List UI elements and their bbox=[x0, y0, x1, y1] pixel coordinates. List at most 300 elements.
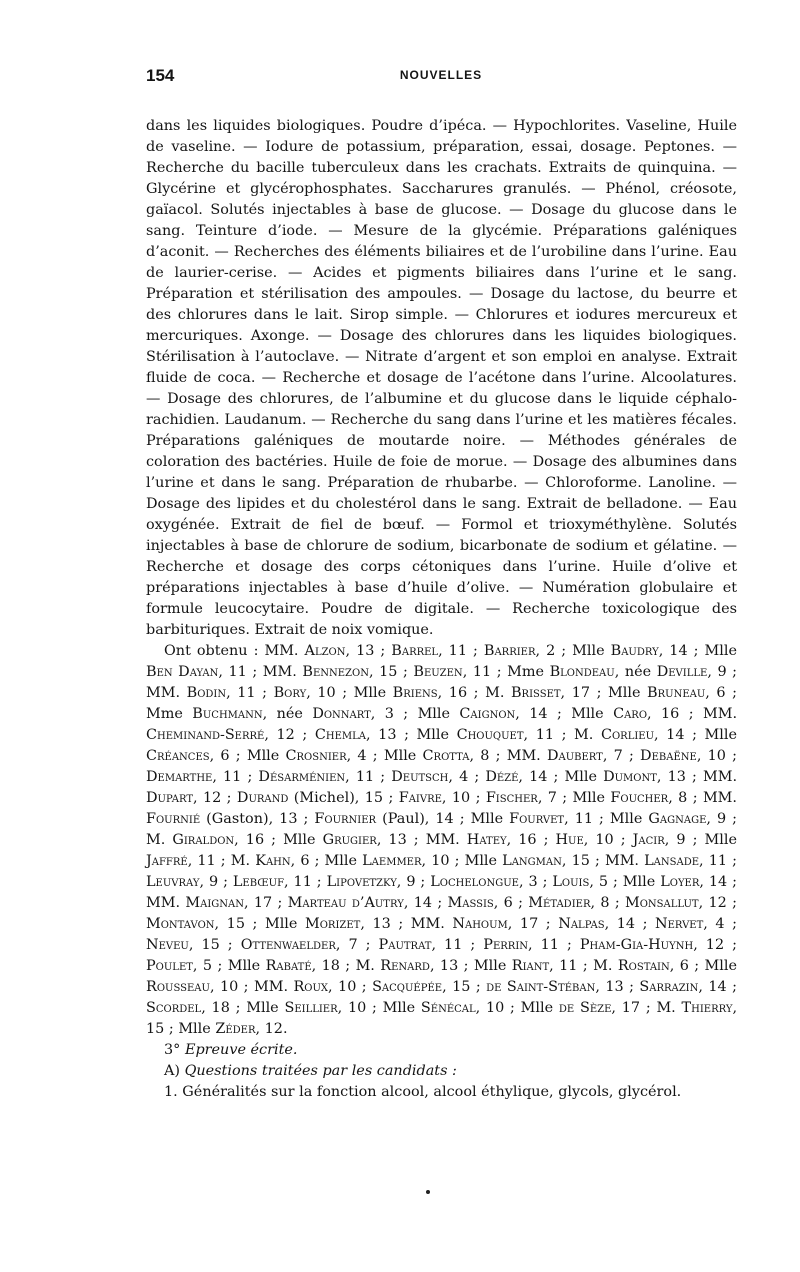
result-score: , 4 ; bbox=[346, 748, 384, 764]
result-prefix: MM. bbox=[506, 748, 547, 764]
result-score: (Gaston), 13 ; bbox=[200, 811, 315, 827]
result-entry bbox=[565, 769, 703, 785]
result-name: Lansade bbox=[644, 853, 700, 869]
result-score: , 4 ; bbox=[448, 769, 486, 785]
subsection-title: Questions traitées par les candidats : bbox=[184, 1063, 457, 1079]
result-name: Kahn bbox=[255, 853, 291, 869]
result-entry bbox=[655, 916, 737, 932]
result-prefix: Mlle bbox=[704, 643, 737, 659]
result-name: Thierry bbox=[681, 1000, 733, 1016]
result-entry bbox=[146, 937, 241, 953]
result-entry bbox=[574, 727, 704, 743]
result-name: Chouquet bbox=[456, 727, 524, 743]
result-score: , 11 ; bbox=[345, 769, 392, 785]
result-score: , 6 ; bbox=[705, 685, 737, 701]
result-score: , 8 ; bbox=[590, 895, 625, 911]
subsection-heading bbox=[146, 1061, 737, 1082]
result-prefix: M. bbox=[146, 832, 173, 848]
result-name: Crosnier bbox=[285, 748, 347, 764]
result-score: , 11 ; bbox=[438, 643, 484, 659]
result-prefix: Mlle bbox=[324, 853, 363, 869]
result-name: Cheminand-Serré bbox=[146, 727, 265, 743]
section-title: Epreuve écrite. bbox=[184, 1042, 298, 1058]
result-entry bbox=[391, 769, 485, 785]
result-score: , 11 ; bbox=[564, 811, 610, 827]
result-score: , 11 ; bbox=[284, 874, 327, 890]
result-score: , 17 ; bbox=[507, 916, 559, 932]
result-name: Riant bbox=[511, 958, 550, 974]
result-prefix: Mlle bbox=[246, 1000, 285, 1016]
result-entry bbox=[384, 748, 507, 764]
result-name: Buchmann bbox=[192, 706, 263, 722]
result-prefix: M. bbox=[593, 958, 618, 974]
result-score: , 6 ; bbox=[209, 748, 247, 764]
result-name: Faivre bbox=[398, 790, 442, 806]
result-name: Jaffré bbox=[146, 853, 188, 869]
result-score: , 15 ; bbox=[561, 853, 605, 869]
result-name: Dupart bbox=[146, 790, 194, 806]
result-entry bbox=[593, 958, 704, 974]
result-entry bbox=[571, 706, 703, 722]
result-entry bbox=[399, 790, 486, 806]
result-name: Durand bbox=[236, 790, 289, 806]
result-entry bbox=[572, 643, 704, 659]
result-entry bbox=[391, 643, 484, 659]
result-score: , 15 ; bbox=[146, 1000, 738, 1037]
result-score: , 10 ; bbox=[475, 1000, 521, 1016]
result-entry bbox=[254, 979, 372, 995]
result-prefix: MM. bbox=[253, 979, 294, 995]
result-score: , 9 ; bbox=[664, 832, 705, 848]
result-score: , 12 ; bbox=[698, 895, 737, 911]
result-entry bbox=[447, 895, 528, 911]
result-entry bbox=[237, 790, 399, 806]
result-entry bbox=[465, 853, 605, 869]
result-score: , 18 ; bbox=[311, 958, 356, 974]
result-prefix: Mlle bbox=[227, 958, 266, 974]
result-score: , 11 ; bbox=[549, 958, 594, 974]
result-score: , 7 ; bbox=[537, 790, 573, 806]
result-name: Deville bbox=[656, 664, 708, 680]
result-score: , 13 ; bbox=[376, 832, 426, 848]
result-score: , 10 ; bbox=[337, 1000, 383, 1016]
result-name: Montavon bbox=[146, 916, 215, 932]
result-score: , 10 ; bbox=[209, 979, 254, 995]
result-prefix: MM. bbox=[425, 832, 467, 848]
result-entry bbox=[354, 685, 485, 701]
result-name: Deutsch bbox=[391, 769, 449, 785]
result-score: , 14 ; bbox=[604, 916, 656, 932]
result-score: , 15 ; bbox=[188, 937, 241, 953]
result-name: Jacir bbox=[632, 832, 665, 848]
result-name: Neveu bbox=[146, 937, 189, 953]
result-entry bbox=[233, 874, 327, 890]
result-entry bbox=[623, 874, 737, 890]
result-prefix: Mlle bbox=[416, 727, 457, 743]
result-score: , 14 ; bbox=[403, 895, 448, 911]
result-name: Nervet bbox=[655, 916, 704, 932]
result-entry bbox=[372, 979, 486, 995]
result-score: , 7 ; bbox=[335, 937, 379, 953]
result-score: , 10 ; bbox=[583, 832, 633, 848]
result-name: Beuzen bbox=[413, 664, 463, 680]
result-entry bbox=[247, 748, 384, 764]
result-name: Dumont bbox=[603, 769, 657, 785]
result-entry bbox=[558, 916, 655, 932]
result-entry bbox=[246, 1000, 382, 1016]
result-score: (Paul), 14 ; bbox=[376, 811, 471, 827]
result-name: Nalpas bbox=[558, 916, 605, 932]
result-entry bbox=[639, 979, 737, 995]
stray-dot bbox=[426, 1190, 430, 1194]
result-name: Lebœuf bbox=[232, 874, 285, 890]
result-name: Pham-Gia-Huynh bbox=[579, 937, 694, 953]
result-name: Fournié bbox=[146, 811, 201, 827]
result-entry bbox=[413, 664, 507, 680]
result-prefix: Mlle bbox=[609, 811, 649, 827]
result-entry bbox=[483, 937, 580, 953]
result-entry bbox=[485, 769, 564, 785]
result-name: Rabaté bbox=[265, 958, 312, 974]
result-entry bbox=[484, 643, 572, 659]
result-entry bbox=[178, 1021, 287, 1037]
result-entry bbox=[231, 853, 325, 869]
result-entry bbox=[146, 895, 288, 911]
result-name: Fourvet bbox=[509, 811, 565, 827]
result-entry bbox=[241, 937, 379, 953]
result-name: Massis bbox=[447, 895, 494, 911]
result-name: Baudry bbox=[610, 643, 659, 659]
page-header bbox=[146, 66, 736, 90]
result-name: Gagnage bbox=[648, 811, 707, 827]
result-entry bbox=[146, 958, 228, 974]
result-prefix: MM. bbox=[702, 769, 738, 785]
result-name: Monsallut bbox=[625, 895, 699, 911]
result-prefix: M. bbox=[230, 853, 256, 869]
result-entry bbox=[356, 958, 474, 974]
result-entry bbox=[228, 958, 356, 974]
result-name: Barrel bbox=[391, 643, 439, 659]
result-prefix: MM. bbox=[604, 853, 645, 869]
result-entry bbox=[471, 811, 610, 827]
result-prefix: Mlle bbox=[704, 727, 737, 743]
result-name: Maignan bbox=[185, 895, 244, 911]
result-score: , 10 ; bbox=[696, 748, 737, 764]
result-name: Marteau d’Autry bbox=[287, 895, 404, 911]
result-score: , 5 ; bbox=[589, 874, 623, 890]
result-entry bbox=[146, 832, 283, 848]
result-entry bbox=[486, 979, 639, 995]
result-prefix: Mlle bbox=[564, 769, 604, 785]
result-name: Ben Dayan bbox=[146, 664, 219, 680]
result-score: , 10 ; bbox=[421, 853, 465, 869]
result-entry bbox=[146, 1000, 246, 1016]
result-name: de Sèze bbox=[558, 1000, 612, 1016]
result-prefix: Mlle bbox=[608, 685, 648, 701]
result-entry bbox=[299, 643, 392, 659]
result-entry bbox=[474, 958, 593, 974]
result-name: Nahoum bbox=[452, 916, 508, 932]
section-heading bbox=[146, 1040, 737, 1061]
result-score: , 14 ; bbox=[515, 706, 572, 722]
result-score: , 8 ; bbox=[469, 748, 507, 764]
result-score: , 14 ; bbox=[658, 643, 705, 659]
result-score: , 2 ; bbox=[535, 643, 573, 659]
result-prefix: MM. bbox=[410, 916, 453, 932]
result-prefix: Mlle bbox=[622, 874, 661, 890]
result-score: , 8 ; bbox=[668, 790, 703, 806]
result-name: Caro bbox=[613, 706, 648, 722]
result-score: , 18 ; bbox=[201, 1000, 247, 1016]
result-entry bbox=[146, 685, 274, 701]
result-prefix: Mlle bbox=[572, 643, 611, 659]
result-score: , 11 ; bbox=[187, 853, 231, 869]
subsection-letter: A) bbox=[164, 1063, 185, 1079]
result-score: , 7 ; bbox=[602, 748, 641, 764]
result-prefix: Mlle bbox=[464, 853, 503, 869]
result-name: Hue bbox=[555, 832, 584, 848]
result-name: Ottenwaelder bbox=[240, 937, 336, 953]
result-score: , 13 ; bbox=[345, 643, 392, 659]
result-entry bbox=[146, 874, 233, 890]
result-entry bbox=[146, 706, 312, 722]
result-name: Chemla bbox=[314, 727, 366, 743]
result-prefix: Mlle bbox=[353, 685, 393, 701]
result-score: , 14 ; bbox=[518, 769, 565, 785]
result-prefix: Mlle bbox=[571, 706, 614, 722]
result-name: Bennezon bbox=[302, 664, 369, 680]
result-score: , 9 ; bbox=[707, 664, 738, 680]
result-entry bbox=[426, 832, 556, 848]
result-entry bbox=[146, 916, 265, 932]
result-name: Pautrat bbox=[378, 937, 432, 953]
result-name: Corlieu bbox=[600, 727, 655, 743]
result-entry bbox=[605, 853, 737, 869]
result-prefix: Mlle bbox=[178, 1021, 216, 1037]
result-entry bbox=[315, 727, 417, 743]
result-score: , 11 ; bbox=[699, 853, 737, 869]
result-prefix: M. bbox=[485, 685, 511, 701]
result-entry bbox=[274, 685, 354, 701]
result-entry bbox=[573, 790, 703, 806]
result-score: , 16 ; bbox=[437, 685, 486, 701]
result-name: Blondeau bbox=[549, 664, 615, 680]
results-paragraph bbox=[146, 641, 737, 1040]
result-prefix: MM. bbox=[146, 895, 186, 911]
result-prefix: Mlle bbox=[704, 832, 737, 848]
result-entry bbox=[314, 811, 470, 827]
result-score: , 9 ; bbox=[396, 874, 431, 890]
result-score: , 11 ; bbox=[431, 937, 484, 953]
result-entry bbox=[625, 895, 737, 911]
result-name: Rousseau bbox=[146, 979, 210, 995]
result-name: Foucher bbox=[610, 790, 669, 806]
result-name: Giraldon bbox=[172, 832, 235, 848]
result-entry bbox=[485, 685, 608, 701]
result-entry bbox=[657, 664, 737, 680]
result-entry bbox=[608, 685, 737, 701]
result-name: Lipovetzky bbox=[326, 874, 397, 890]
result-score: , 12. bbox=[255, 1021, 288, 1037]
result-entry bbox=[417, 727, 575, 743]
result-score: , 6 ; bbox=[493, 895, 529, 911]
page-number: 154 bbox=[146, 66, 175, 85]
result-score: , 14 ; bbox=[699, 874, 737, 890]
result-prefix: Mlle bbox=[417, 706, 460, 722]
result-name: Alzon bbox=[304, 643, 346, 659]
result-name: Zéder bbox=[215, 1021, 256, 1037]
result-name: Bory bbox=[273, 685, 307, 701]
result-entry bbox=[418, 706, 572, 722]
result-entry bbox=[379, 937, 484, 953]
result-name: Barrier bbox=[483, 643, 536, 659]
result-score: , 16 ; bbox=[506, 832, 556, 848]
result-name: Brisset bbox=[510, 685, 561, 701]
result-entry bbox=[528, 895, 625, 911]
section-number: 3° bbox=[164, 1042, 185, 1058]
result-name: Daubert bbox=[546, 748, 603, 764]
result-score: , 10 ; bbox=[441, 790, 486, 806]
result-score: , 11 ; bbox=[528, 937, 580, 953]
result-prefix: Mlle bbox=[264, 916, 305, 932]
result-score: , 11 ; bbox=[523, 727, 575, 743]
result-name: Briens bbox=[392, 685, 438, 701]
result-entry bbox=[552, 874, 622, 890]
result-score: , 16 ; bbox=[647, 706, 703, 722]
result-name: Crotta bbox=[422, 748, 470, 764]
result-entry bbox=[430, 874, 552, 890]
result-name: Sarrazin bbox=[639, 979, 699, 995]
result-name: Leuvray bbox=[146, 874, 200, 890]
result-prefix: Mlle bbox=[383, 748, 423, 764]
result-entry bbox=[610, 811, 737, 827]
result-name: Dézé bbox=[485, 769, 519, 785]
result-score: , 9 ; bbox=[199, 874, 233, 890]
result-name: Métadier bbox=[528, 895, 591, 911]
results-list bbox=[146, 643, 737, 1037]
result-score: , 11 ; bbox=[462, 664, 508, 680]
result-score: , 17 ; bbox=[611, 1000, 657, 1016]
result-score: , 11 ; bbox=[212, 769, 259, 785]
result-entry bbox=[283, 832, 426, 848]
result-name: Caignon bbox=[459, 706, 516, 722]
result-score: , 15 ; bbox=[214, 916, 265, 932]
result-name: Debaëne bbox=[640, 748, 697, 764]
result-score: , 17 ; bbox=[243, 895, 288, 911]
result-name: Scordel bbox=[146, 1000, 202, 1016]
result-name: Hatey bbox=[466, 832, 507, 848]
result-name: Désarménien bbox=[258, 769, 346, 785]
result-score: , née bbox=[262, 706, 313, 722]
result-entry bbox=[265, 916, 411, 932]
result-prefix: Mlle bbox=[382, 1000, 421, 1016]
result-entry bbox=[312, 706, 417, 722]
result-name: Perrin bbox=[483, 937, 529, 953]
result-score: , 15 ; bbox=[368, 664, 414, 680]
result-prefix: Mlle bbox=[470, 811, 510, 827]
result-score: , 3 ; bbox=[370, 706, 418, 722]
result-prefix: Mlle bbox=[572, 790, 611, 806]
result-name: Lochelongue bbox=[430, 874, 519, 890]
result-score: , 12 ; bbox=[264, 727, 315, 743]
result-prefix: M. bbox=[355, 958, 381, 974]
result-name: Morizet bbox=[305, 916, 361, 932]
result-entry bbox=[580, 937, 737, 953]
result-name: Seillier bbox=[284, 1000, 338, 1016]
result-entry bbox=[411, 916, 558, 932]
result-name: Laemmer bbox=[362, 853, 422, 869]
result-prefix: Mlle bbox=[283, 832, 323, 848]
result-entry bbox=[521, 1000, 657, 1016]
result-score: , 12 ; bbox=[193, 790, 237, 806]
running-head: NOUVELLES bbox=[399, 68, 483, 82]
result-entry bbox=[486, 790, 573, 806]
result-name: Fischer bbox=[485, 790, 538, 806]
result-prefix: Mlle bbox=[704, 958, 738, 974]
result-score: , 15 ; bbox=[442, 979, 487, 995]
result-name: Grugier bbox=[322, 832, 377, 848]
result-score: , 13 ; bbox=[366, 727, 417, 743]
result-name: Poulet bbox=[146, 958, 193, 974]
result-score: , 10 ; bbox=[328, 979, 373, 995]
result-score: , 5 ; bbox=[192, 958, 228, 974]
result-score: , 13 ; bbox=[656, 769, 703, 785]
result-entry bbox=[640, 748, 737, 764]
result-prefix: MM. bbox=[262, 664, 303, 680]
result-prefix: Mlle bbox=[473, 958, 512, 974]
question-item: 1. Généralités sur la fonction alcool, alcool éthylique, glycols, glycérol. bbox=[164, 1084, 682, 1100]
result-name: Loyer bbox=[660, 874, 700, 890]
result-entry bbox=[327, 874, 431, 890]
result-name: Fournier bbox=[314, 811, 377, 827]
result-score: , 12 ; bbox=[693, 937, 737, 953]
result-name: Bruneau bbox=[647, 685, 706, 701]
page-body bbox=[146, 116, 737, 1103]
result-score: , 6 ; bbox=[669, 958, 705, 974]
result-name: Demarthe bbox=[146, 769, 213, 785]
result-score: , 13 ; bbox=[595, 979, 640, 995]
result-prefix: M. bbox=[656, 1000, 682, 1016]
result-prefix: MM. bbox=[702, 790, 737, 806]
result-score: , 3 ; bbox=[518, 874, 553, 890]
result-score: , 11 ; bbox=[226, 685, 274, 701]
result-score: (Michel), 15 ; bbox=[288, 790, 399, 806]
result-score: , 11 ; bbox=[218, 664, 263, 680]
results-intro: Ont obtenu : MM. bbox=[164, 643, 299, 659]
result-prefix: Mme bbox=[507, 664, 550, 680]
result-name: Sénécal bbox=[420, 1000, 476, 1016]
result-entry bbox=[325, 853, 465, 869]
result-entry bbox=[263, 664, 414, 680]
result-entry bbox=[507, 748, 640, 764]
result-score: , 14 ; bbox=[698, 979, 737, 995]
result-prefix: Mlle bbox=[246, 748, 286, 764]
result-score: , 16 ; bbox=[234, 832, 284, 848]
result-score: , 4 ; bbox=[703, 916, 737, 932]
result-prefix: MM. bbox=[702, 706, 738, 722]
result-entry bbox=[146, 769, 258, 785]
result-prefix: Mme bbox=[146, 706, 193, 722]
result-entry bbox=[507, 664, 657, 680]
result-name: Louis bbox=[552, 874, 590, 890]
result-entry bbox=[383, 1000, 521, 1016]
result-score: , 14 ; bbox=[654, 727, 705, 743]
result-prefix: M. bbox=[574, 727, 601, 743]
result-name: de Saint-Stéban bbox=[486, 979, 596, 995]
result-name: Langman bbox=[502, 853, 562, 869]
result-entry bbox=[258, 769, 391, 785]
result-name: Renard bbox=[380, 958, 430, 974]
